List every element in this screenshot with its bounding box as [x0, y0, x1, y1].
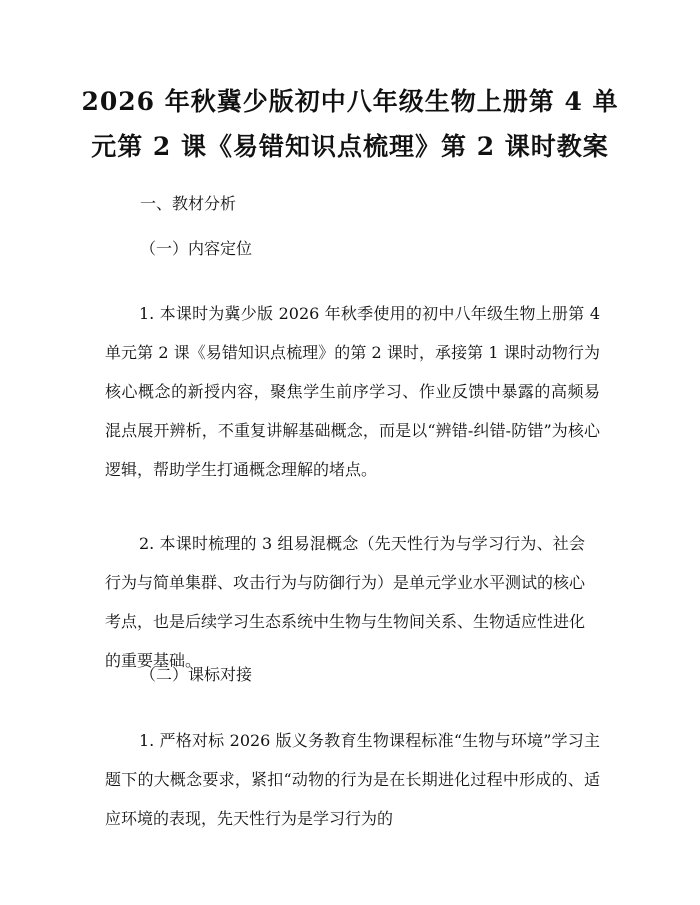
paragraph-1: 1. 本课时为冀少版 2026 年秋季使用的初中八年级生物上册第 4 单元第 2 课《易错知识点梳理》的第 2 课时，承接第 1 课时动物行为核心概念的新授内容，聚焦学生前序学习、作业反馈中暴露的高频易混点展开辨析，不重复讲解基础概念，而是以“辨错-纠错-防错”为核心逻辑，帮助学生打通概念理解的堵点。 [105, 304, 600, 479]
paragraph-2: 2. 本课时梳理的 3 组易混概念（先天性行为与学习行为、社会行为与简单集群、攻击行为与防御行为）是单元学业水平测试的核心考点，也是后续学习生态系统中生物与生物间关系、生物适应性进化的重要基础。 [105, 534, 586, 670]
paragraph-3: 1. 严格对标 2026 版义务教育生物课程标准“生物与环境”学习主题下的大概念要求，紧扣“动物的行为是在长期进化过程中形成的、适应环境的表现，先天性行为是学习行为的 [105, 731, 600, 828]
section-heading-textbook-analysis: 一、教材分析 [140, 194, 237, 213]
subsection-heading-content-positioning: （一）内容定位 [140, 239, 253, 258]
document-title-line-1: 2026 年秋冀少版初中八年级生物上册第 4 单 [81, 87, 619, 116]
document-title-line-2: 元第 2 课《易错知识点梳理》第 2 课时教案 [91, 132, 609, 161]
subsection-heading-curriculum-alignment: （二）课标对接 [140, 665, 253, 684]
